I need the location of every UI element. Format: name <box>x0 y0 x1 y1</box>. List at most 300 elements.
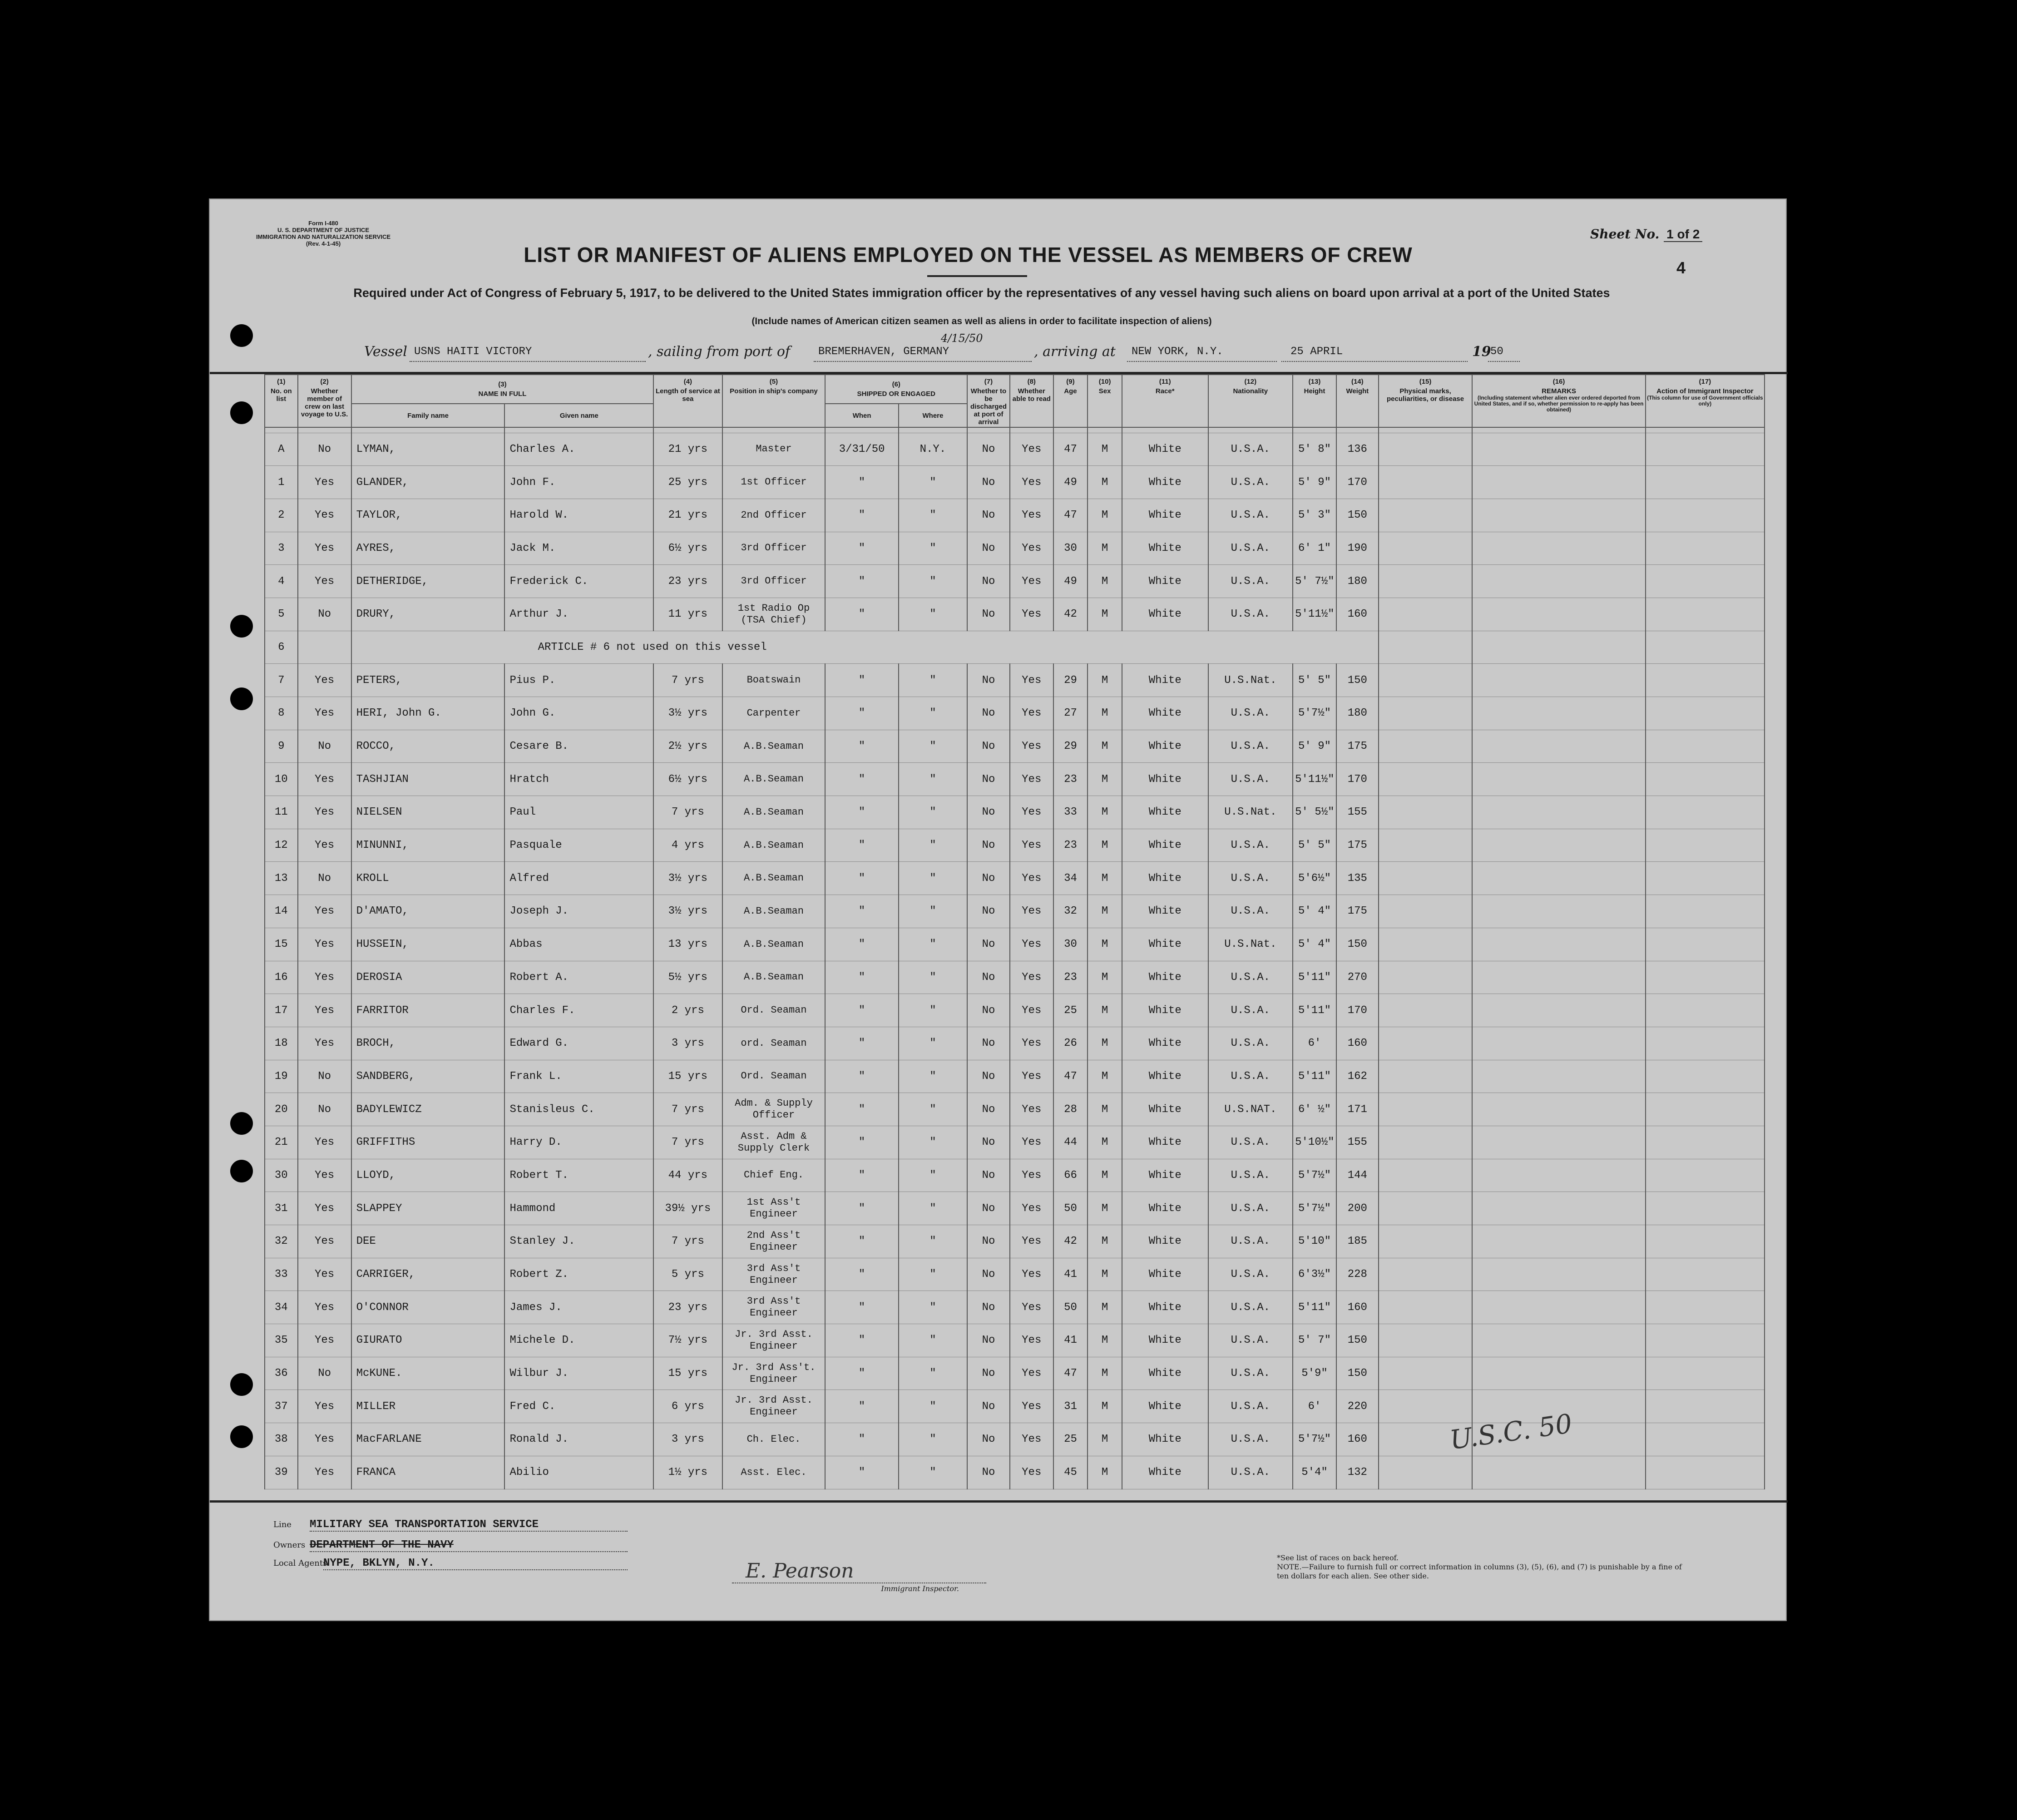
inspector-action <box>1646 1390 1765 1423</box>
family-name: DRURY, <box>351 598 505 631</box>
service-length: 6 yrs <box>653 1390 722 1423</box>
previous-voyage: Yes <box>298 697 351 730</box>
remarks <box>1472 532 1645 565</box>
inspector-action <box>1646 895 1765 928</box>
able-to-read: Yes <box>1010 532 1053 565</box>
shipped-where: " <box>899 1225 967 1258</box>
service-length: 3½ yrs <box>653 895 722 928</box>
weight: 150 <box>1336 928 1379 961</box>
height: 6' <box>1293 1390 1336 1423</box>
col-inspector-action-header: (17) Action of Immigrant Inspector (This column for use of Government officials only) <box>1646 375 1765 427</box>
race: White <box>1122 499 1208 532</box>
shipped-where: " <box>899 1060 967 1093</box>
remarks <box>1472 1357 1645 1390</box>
discharged: No <box>967 829 1010 862</box>
inspector-action <box>1646 730 1765 763</box>
owners-value: DEPARTMENT OF THE NAVY <box>310 1539 628 1552</box>
col-name-header: (3) NAME IN FULL <box>351 375 654 404</box>
inspector-action <box>1646 1258 1765 1291</box>
shipped-where: " <box>899 532 967 565</box>
sex: M <box>1088 862 1122 895</box>
sex: M <box>1088 664 1122 697</box>
service: IMMIGRATION AND NATURALIZATION SERVICE <box>256 233 391 240</box>
service-length: 44 yrs <box>653 1159 722 1192</box>
discharged: No <box>967 1258 1010 1291</box>
entry-number: 11 <box>265 796 298 829</box>
given-name: Cesare B. <box>504 730 653 763</box>
given-name: Hammond <box>504 1192 653 1225</box>
family-name: FRANCA <box>351 1456 505 1489</box>
physical-marks <box>1379 1060 1473 1093</box>
nationality: U.S.A. <box>1208 1060 1293 1093</box>
nationality: U.S.Nat. <box>1208 928 1293 961</box>
race: White <box>1122 1093 1208 1126</box>
position: 3rd Officer <box>722 565 826 598</box>
inspector-action <box>1646 1423 1765 1456</box>
service-length: 39½ yrs <box>653 1192 722 1225</box>
race: White <box>1122 466 1208 499</box>
sex: M <box>1088 1225 1122 1258</box>
able-to-read: Yes <box>1010 1093 1053 1126</box>
nationality: U.S.A. <box>1208 1126 1293 1159</box>
remarks <box>1472 499 1645 532</box>
col-previous-voyage-header: (2) Whether member of crew on last voyage to U.S. <box>298 375 351 427</box>
given-name: Hratch <box>504 763 653 796</box>
agents-row <box>273 1557 628 1570</box>
sex: M <box>1088 433 1122 466</box>
weight: 160 <box>1336 1291 1379 1324</box>
family-name: O'CONNOR <box>351 1291 505 1324</box>
physical-marks <box>1379 862 1473 895</box>
race: White <box>1122 1291 1208 1324</box>
physical-marks <box>1379 730 1473 763</box>
previous-voyage: Yes <box>298 466 351 499</box>
nationality: U.S.A. <box>1208 1390 1293 1423</box>
service-length: 1½ yrs <box>653 1456 722 1489</box>
inspector-action <box>1646 532 1765 565</box>
weight: 135 <box>1336 862 1379 895</box>
physical-marks <box>1379 532 1473 565</box>
shipped-when: " <box>825 532 898 565</box>
family-name: McKUNE. <box>351 1357 505 1390</box>
given-name: John F. <box>504 466 653 499</box>
physical-marks <box>1379 1192 1473 1225</box>
entry-number: 38 <box>265 1423 298 1456</box>
entry-number: 19 <box>265 1060 298 1093</box>
shipped-when: " <box>825 1357 898 1390</box>
shipped-where: " <box>899 1192 967 1225</box>
crew-row <box>265 466 1765 499</box>
sex: M <box>1088 1192 1122 1225</box>
crew-row <box>265 1093 1765 1126</box>
height: 5'6½" <box>1293 862 1336 895</box>
height: 5'9" <box>1293 1357 1336 1390</box>
discharged: No <box>967 763 1010 796</box>
entry-number: 33 <box>265 1258 298 1291</box>
discharged: No <box>967 1423 1010 1456</box>
age: 34 <box>1053 862 1088 895</box>
position: 2nd Officer <box>722 499 826 532</box>
race: White <box>1122 1027 1208 1060</box>
physical-marks <box>1379 994 1473 1027</box>
crew-row <box>265 1159 1765 1192</box>
crew-row <box>265 1126 1765 1159</box>
col-where-header: Where <box>899 404 967 427</box>
inspector-action <box>1646 928 1765 961</box>
discharged: No <box>967 433 1010 466</box>
discharged: No <box>967 928 1010 961</box>
family-name: NIELSEN <box>351 796 505 829</box>
shipped-where: " <box>899 1093 967 1126</box>
weight: 228 <box>1336 1258 1379 1291</box>
shipped-where: " <box>899 994 967 1027</box>
service-length: 5½ yrs <box>653 961 722 994</box>
remarks <box>1472 565 1645 598</box>
able-to-read: Yes <box>1010 664 1053 697</box>
physical-marks <box>1379 1258 1473 1291</box>
remarks <box>1472 1324 1645 1357</box>
previous-voyage: Yes <box>298 928 351 961</box>
position: 3rd Ass't Engineer <box>722 1258 826 1291</box>
weight: 170 <box>1336 763 1379 796</box>
nationality: U.S.A. <box>1208 598 1293 631</box>
height: 5'11" <box>1293 994 1336 1027</box>
position: 1st Officer <box>722 466 826 499</box>
shipped-where: " <box>899 895 967 928</box>
remarks <box>1472 862 1645 895</box>
sex: M <box>1088 565 1122 598</box>
physical-marks <box>1379 1093 1473 1126</box>
weight: 160 <box>1336 598 1379 631</box>
shipped-where: " <box>899 598 967 631</box>
discharged: No <box>967 895 1010 928</box>
sex: M <box>1088 1456 1122 1489</box>
height: 5'7½" <box>1293 1423 1336 1456</box>
inspector-action <box>1646 1357 1765 1390</box>
discharged: No <box>967 598 1010 631</box>
shipped-where: " <box>899 1324 967 1357</box>
shipped-when: " <box>825 1423 898 1456</box>
shipped-when: " <box>825 1291 898 1324</box>
physical-marks <box>1379 565 1473 598</box>
nationality: U.S.A. <box>1208 1456 1293 1489</box>
age: 27 <box>1053 697 1088 730</box>
service-length: 25 yrs <box>653 466 722 499</box>
previous-voyage: Yes <box>298 565 351 598</box>
shipped-when: " <box>825 928 898 961</box>
age: 32 <box>1053 895 1088 928</box>
given-name: John G. <box>504 697 653 730</box>
position: A.B.Seaman <box>722 730 826 763</box>
inspector-action <box>1646 862 1765 895</box>
shipped-where: " <box>899 697 967 730</box>
entry-number: 31 <box>265 1192 298 1225</box>
nationality: U.S.A. <box>1208 565 1293 598</box>
shipped-where: " <box>899 796 967 829</box>
owners-row <box>273 1539 628 1552</box>
sex: M <box>1088 697 1122 730</box>
shipped-where: " <box>899 466 967 499</box>
sex: M <box>1088 598 1122 631</box>
race: White <box>1122 1357 1208 1390</box>
weight: 155 <box>1336 1126 1379 1159</box>
race: White <box>1122 664 1208 697</box>
race: White <box>1122 994 1208 1027</box>
col-height-header: (13) Height <box>1293 375 1336 427</box>
nationality: U.S.A. <box>1208 895 1293 928</box>
age: 50 <box>1053 1192 1088 1225</box>
shipped-when: " <box>825 895 898 928</box>
weight: 180 <box>1336 565 1379 598</box>
physical-marks <box>1379 598 1473 631</box>
age: 28 <box>1053 1093 1088 1126</box>
height: 5'10" <box>1293 1225 1336 1258</box>
entry-number: 17 <box>265 994 298 1027</box>
race: White <box>1122 862 1208 895</box>
weight: 175 <box>1336 730 1379 763</box>
physical-marks <box>1379 895 1473 928</box>
previous-voyage: Yes <box>298 961 351 994</box>
physical-marks <box>1379 664 1473 697</box>
service-length: 3 yrs <box>653 1423 722 1456</box>
shipped-where: " <box>899 961 967 994</box>
weight: 170 <box>1336 994 1379 1027</box>
nationality: U.S.A. <box>1208 1258 1293 1291</box>
service-length: 2 yrs <box>653 994 722 1027</box>
crew-row <box>265 598 1765 631</box>
able-to-read: Yes <box>1010 862 1053 895</box>
race: White <box>1122 697 1208 730</box>
sheet-number <box>1590 227 1702 242</box>
able-to-read: Yes <box>1010 1258 1053 1291</box>
age: 45 <box>1053 1456 1088 1489</box>
previous-voyage: Yes <box>298 1027 351 1060</box>
height: 5' 5" <box>1293 664 1336 697</box>
department: U. S. DEPARTMENT OF JUSTICE <box>277 227 369 233</box>
discharged: No <box>967 994 1010 1027</box>
shipped-when: " <box>825 697 898 730</box>
shipped-when: " <box>825 1258 898 1291</box>
sex: M <box>1088 1027 1122 1060</box>
inspector-action <box>1646 1291 1765 1324</box>
age: 49 <box>1053 466 1088 499</box>
race: White <box>1122 1060 1208 1093</box>
shipped-when: " <box>825 1324 898 1357</box>
position: A.B.Seaman <box>722 928 826 961</box>
able-to-read: Yes <box>1010 1027 1053 1060</box>
remarks <box>1472 466 1645 499</box>
inspector-action <box>1646 631 1765 664</box>
nationality: U.S.Nat. <box>1208 796 1293 829</box>
col-physical-marks-header: (15) Physical marks, peculiarities, or disease <box>1379 375 1473 427</box>
entry-number: 18 <box>265 1027 298 1060</box>
voyage-line <box>364 332 1726 365</box>
inspector-action <box>1646 1126 1765 1159</box>
nationality: U.S.A. <box>1208 1291 1293 1324</box>
discharged: No <box>967 466 1010 499</box>
age: 30 <box>1053 928 1088 961</box>
shipped-when: " <box>825 730 898 763</box>
sex: M <box>1088 532 1122 565</box>
shipped-when: 3/31/50 <box>825 433 898 466</box>
nationality: U.S.A. <box>1208 532 1293 565</box>
shipped-where: " <box>899 829 967 862</box>
able-to-read: Yes <box>1010 829 1053 862</box>
shipped-when: " <box>825 1159 898 1192</box>
race: White <box>1122 1456 1208 1489</box>
crew-row <box>265 1225 1765 1258</box>
entry-number: 35 <box>265 1324 298 1357</box>
discharged: No <box>967 961 1010 994</box>
inspector-action <box>1646 565 1765 598</box>
inspector-signature: E. Pearson <box>732 1559 986 1583</box>
given-name: Jack M. <box>504 532 653 565</box>
physical-marks <box>1379 796 1473 829</box>
shipped-when: " <box>825 1060 898 1093</box>
crew-row <box>265 532 1765 565</box>
weight: 155 <box>1336 796 1379 829</box>
previous-voyage: Yes <box>298 664 351 697</box>
height: 5'7½" <box>1293 1192 1336 1225</box>
crew-row <box>265 1192 1765 1225</box>
sheet-value: 1 of 2 <box>1664 227 1702 242</box>
height: 6' 1" <box>1293 532 1336 565</box>
article-note: ARTICLE # 6 not used on this vessel <box>351 631 1379 664</box>
col-nationality-header: (12) Nationality <box>1208 375 1293 427</box>
discharged: No <box>967 1390 1010 1423</box>
page-number: 4 <box>1676 258 1686 277</box>
nationality: U.S.A. <box>1208 763 1293 796</box>
shipped-where: " <box>899 862 967 895</box>
race: White <box>1122 1225 1208 1258</box>
discharged: No <box>967 1357 1010 1390</box>
weight: 171 <box>1336 1093 1379 1126</box>
remarks <box>1472 994 1645 1027</box>
family-name: GLANDER, <box>351 466 505 499</box>
able-to-read: Yes <box>1010 895 1053 928</box>
shipped-when: " <box>825 862 898 895</box>
nationality: U.S.A. <box>1208 1423 1293 1456</box>
position: A.B.Seaman <box>722 796 826 829</box>
race: White <box>1122 730 1208 763</box>
height: 5'11" <box>1293 961 1336 994</box>
inspector-action <box>1646 466 1765 499</box>
weight: 144 <box>1336 1159 1379 1192</box>
age: 30 <box>1053 532 1088 565</box>
nationality: U.S.A. <box>1208 730 1293 763</box>
given-name: Michele D. <box>504 1324 653 1357</box>
sex: M <box>1088 1159 1122 1192</box>
inspector-action <box>1646 796 1765 829</box>
age: 41 <box>1053 1258 1088 1291</box>
shipped-when: " <box>825 763 898 796</box>
col-family-name-header: Family name <box>351 404 505 427</box>
discharged: No <box>967 1291 1010 1324</box>
sex: M <box>1088 1291 1122 1324</box>
weight: 150 <box>1336 664 1379 697</box>
able-to-read: Yes <box>1010 565 1053 598</box>
able-to-read: Yes <box>1010 1456 1053 1489</box>
family-name: LLOYD, <box>351 1159 505 1192</box>
nationality: U.S.A. <box>1208 433 1293 466</box>
entry-number: A <box>265 433 298 466</box>
physical-marks <box>1379 1126 1473 1159</box>
shipped-where: " <box>899 1159 967 1192</box>
shipped-when: " <box>825 961 898 994</box>
weight: 180 <box>1336 697 1379 730</box>
sex: M <box>1088 994 1122 1027</box>
crew-row <box>265 1027 1765 1060</box>
entry-number: 20 <box>265 1093 298 1126</box>
race: White <box>1122 1423 1208 1456</box>
family-name: PETERS, <box>351 664 505 697</box>
given-name: Abilio <box>504 1456 653 1489</box>
col-given-name-header: Given name <box>504 404 653 427</box>
given-name: Alfred <box>504 862 653 895</box>
entry-number: 15 <box>265 928 298 961</box>
sex: M <box>1088 1423 1122 1456</box>
inspector-action <box>1646 1192 1765 1225</box>
weight: 170 <box>1336 466 1379 499</box>
age: 47 <box>1053 1357 1088 1390</box>
remarks <box>1472 1159 1645 1192</box>
inspector-action <box>1646 664 1765 697</box>
sex: M <box>1088 1357 1122 1390</box>
previous-voyage: No <box>298 433 351 466</box>
discharged: No <box>967 664 1010 697</box>
crew-row <box>265 1258 1765 1291</box>
given-name: Pasquale <box>504 829 653 862</box>
able-to-read: Yes <box>1010 598 1053 631</box>
year-suffix: 50 <box>1490 346 1503 358</box>
remarks <box>1472 1027 1645 1060</box>
nationality: U.S.A. <box>1208 1357 1293 1390</box>
position: 3rd Officer <box>722 532 826 565</box>
family-name: MINUNNI, <box>351 829 505 862</box>
crew-row <box>265 928 1765 961</box>
race: White <box>1122 433 1208 466</box>
weight: 200 <box>1336 1192 1379 1225</box>
height: 5' 3" <box>1293 499 1336 532</box>
age: 50 <box>1053 1291 1088 1324</box>
height: 5'7½" <box>1293 1159 1336 1192</box>
given-name: Arthur J. <box>504 598 653 631</box>
race: White <box>1122 928 1208 961</box>
nationality: U.S.A. <box>1208 499 1293 532</box>
shipped-where: " <box>899 1357 967 1390</box>
crew-row <box>265 631 1765 664</box>
family-name: BROCH, <box>351 1027 505 1060</box>
age: 29 <box>1053 664 1088 697</box>
entry-number: 36 <box>265 1357 298 1390</box>
position: Ord. Seaman <box>722 994 826 1027</box>
service-length: 4 yrs <box>653 829 722 862</box>
nationality: U.S.Nat. <box>1208 664 1293 697</box>
col-when-header: When <box>825 404 898 427</box>
revision: (Rev. 4-1-45) <box>306 240 341 247</box>
service-length: 6½ yrs <box>653 532 722 565</box>
shipped-when: " <box>825 466 898 499</box>
remarks <box>1472 1456 1645 1489</box>
previous-voyage: Yes <box>298 796 351 829</box>
weight: 160 <box>1336 1027 1379 1060</box>
height: 5' 4" <box>1293 895 1336 928</box>
discharged: No <box>967 1093 1010 1126</box>
position: A.B.Seaman <box>722 895 826 928</box>
inspector-action <box>1646 1456 1765 1489</box>
position: Asst. Adm & Supply Clerk <box>722 1126 826 1159</box>
inspector-action <box>1646 499 1765 532</box>
